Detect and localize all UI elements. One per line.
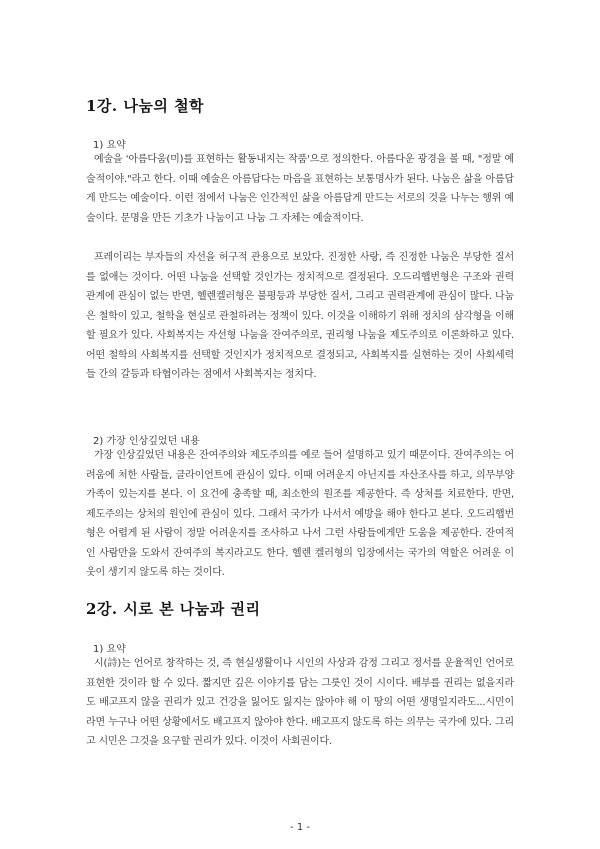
page-number: - 1 - (290, 822, 310, 833)
section-1-impression-paragraph: 가장 인상깊었던 내용은 잔여주의와 제도주의를 예로 들어 설명하고 있기 때문이다. 잔여주의는 어려움에 처한 사람들, 클라이언트에 관심이 있다. 이때 어려운지 아닌지를 자산조사를 하고, 의무부양가족이 있는지를 본다. 이 요건에 충족할 때, 최소한의 원조를 제공한다. 즉 상처를 치료한다. 반면, 제도주의는 상처의 원인에 관심이 있다. 그래서 국가가 나서서 예방을 해야 한다고 본다. 오드리햅번형은 어렵게 된 사람이 정말 어려운지를 조사하고 나서 그런 사람들에게만 도움을 제공한다. 잔여적인 사람만을 도와서 잔여주의 복지라고도 한다. 헬렌 켈러형의 입장에서는 국가의 역할은 어려운 이웃이 생기지 않도록 하는 것이다. (86, 450, 514, 578)
section-2-summary-paragraph: 시(詩)는 언어로 창작하는 것, 즉 현실생활이나 시인의 사상과 감정 그리고 정서를 운율적인 언어로 표현한 것이라 할 수 있다. 짧지만 깊은 이야기를 담는 그릇인 것이 시이다. 배부를 권리는 없을지라도 배고프지 않을 권리가 있고 건강을 잃어도 잃지는 않아야 해 이 땅의 어떤 생명일지라도...시민이라면 누구나 어떤 상황에서도 배고프지 않아야 한다. 배고프지 않도록 하는 의무는 국가에 있다. 그리고 시민은 그것을 요구할 권리가 있다. 이것이 사회권이다. (86, 658, 514, 747)
section-1-summary-paragraph-1: 예술을 '아름다움(미)를 표현하는 활동내지는 작품'으로 정의한다. 아름다운 광경을 볼 때, "정말 예술적이야."라고 한다. 이때 예술은 아름답다는 마음을 표현하는 보통명사가 된다. 나눔은 삶을 아름답게 만드는 예술이다. 이런 점에서 나눔은 인간적인 삶을 아름답게 만드는 서로의 것을 나누는 행위 예술이다. 문명을 만든 기초가 나눔이고 나눔 그 자체는 예술적이다. (86, 154, 514, 224)
section-2-title: 2강. 시로 본 나눔과 권리 (86, 600, 261, 618)
section-1-summary-paragraph-2: 프레이리는 부자들의 자선을 허구적 관용으로 보았다. 진정한 사랑, 즉 진정한 나눔은 부당한 질서를 없애는 것이다. 어떤 나눔을 선택할 것인가는 정치적으로 결정된다. 오드리햅번형은 구조와 권력관계에 관심이 없는 반면, 헬렌켈러형은 불평등과 부당한 질서, 그리고 권력관계에 관심이 많다. 나눔은 철학이 있고, 철학을 현실로 관철하려는 정책이 있다. 이것을 이해하기 위해 정치의 삼각형을 이해할 필요가 있다. 사회복지는 자선형 나눔을 잔여주의로, 권리형 나눔을 제도주의로 이론화하고 있다. 어떤 철학의 사회복지를 선택할 것인지가 정치적으로 결정되고, 사회복지를 실현하는 것이 사회세력들 간의 갈등과 타협이라는 점에서 사회복지는 정치다. (86, 252, 514, 380)
section-2-summary-heading: 1) 요약 (93, 644, 126, 655)
section-1-title: 1강. 나눔의 철학 (86, 97, 205, 115)
section-1-summary-heading: 1) 요약 (93, 140, 126, 151)
section-1-impression-heading: 2) 가장 인상깊었던 내용 (93, 436, 200, 447)
